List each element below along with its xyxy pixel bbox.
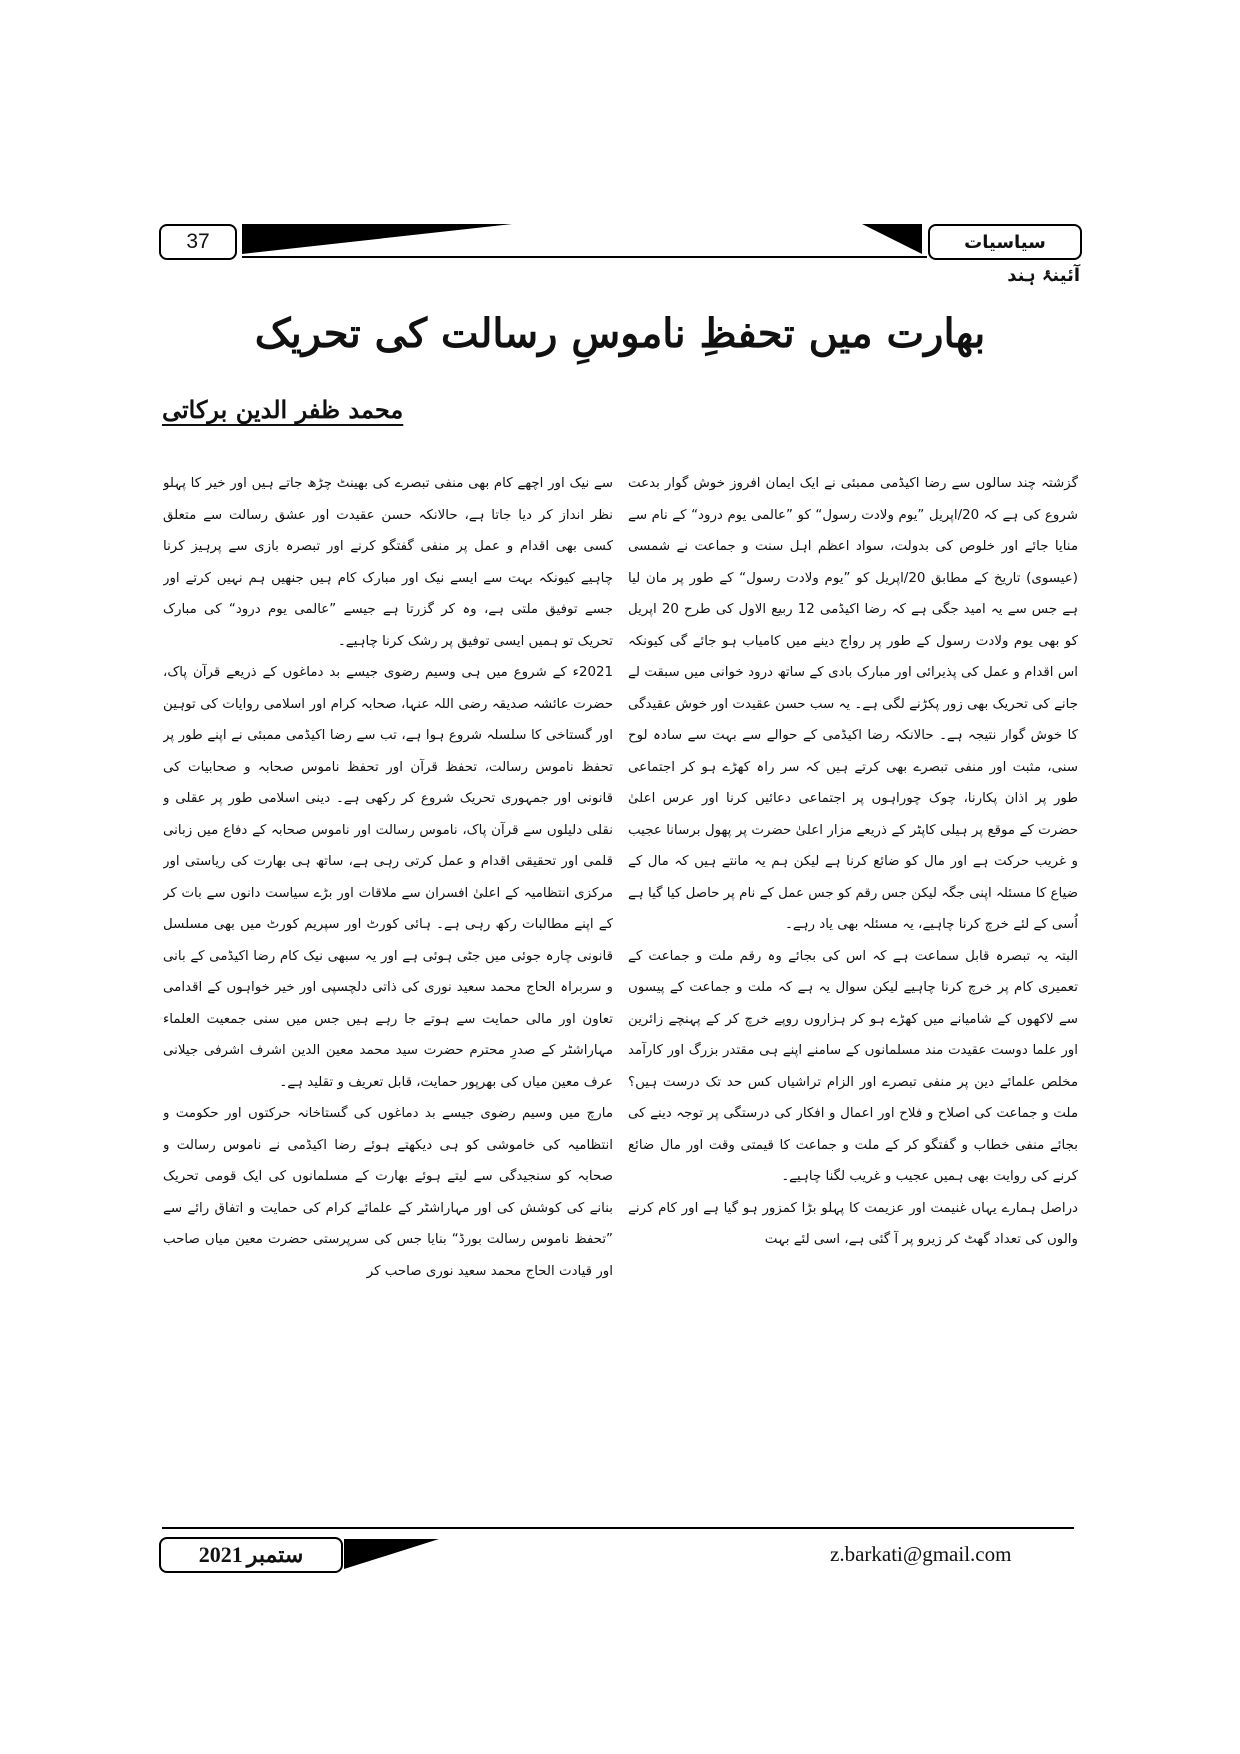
paragraph: البتہ یہ تبصرہ قابل سماعت ہے کہ اس کی بجائے وہ رقم ملت و جماعت کے تعمیری کام پر خرچ کرنا چاہیے لیکن سوال یہ ہے کہ ملت و جماعت کے پیسوں سے لاکھوں کے شامیانے میں کھڑے ہو کر ہزاروں روپے خرچ کر کے پہنچے زائرین اور علما دوست عقیدت مند مسلمانوں کے سامنے اپنے ہی مقتدر بزرگ اور کارآمد مخلص علمائے دین پر منفی تبصرے اور الزام تراشیاں کس حد تک درست ہیں؟ ملت و جماعت کی اصلاح و فلاح اور اعمال و افکار کی درستگی پر توجہ دینے کی بجائے منفی خطاب و گفتگو کر کے ملت و جماعت کا قیمتی وقت اور مال ضائع کرنے کی روایت بھی ہمیں عجیب و غریب لگنا چاہیے۔ [628, 948, 1078, 1184]
article-column-right [628, 468, 1078, 1523]
section-label: سیاسیات [928, 224, 1082, 260]
page-number: 37 [159, 224, 237, 260]
author-email: z.barkati@gmail.com [830, 1542, 1012, 1566]
article-column-left [163, 468, 613, 1523]
header-rule [242, 256, 927, 258]
paragraph: دراصل ہمارے یہاں غنیمت اور عزیمت کا پہلو بڑا کمزور ہو گیا ہے اور کام کرنے والوں کی تعداد گھٹ کر زیرو پر آ گئی ہے، اسی لئے بہت [628, 1200, 1078, 1247]
issue-month: ستمبر [246, 1542, 304, 1567]
issue-year: 2021 [198, 1542, 243, 1567]
article-author: محمد ظفر الدین برکاتی [162, 395, 404, 424]
paragraph: مارچ میں وسیم رضوی جیسے بد دماغوں کی گستاخانہ حرکتوں اور حکومت و انتظامیہ کی خاموشی کو ہی دیکھتے ہوئے رضا اکیڈمی نے ناموس رسالت و صحابہ کو سنجیدگی سے لیتے ہوئے بھارت کے مسلمانوں کی ایک قومی تحریک بنانے کی کوشش کی اور مہاراشٹر کے علمائے کرام کی حمایت و اتفاق رائے سے ”تحفظ ناموس رسالت بورڈ“ بنایا جس کی سرپرستی حضرت معین میاں صاحب اور قیادت الحاج محمد سعید نوری صاحب کر [163, 1106, 613, 1279]
paragraph: گزشتہ چند سالوں سے رضا اکیڈمی ممبئی نے ایک ایمان افروز خوش گوار بدعت شروع کی ہے کہ 20/اپریل ”یوم ولادت رسول“ کو ”عالمی یوم درود“ کے نام سے منایا جائے اور خلوص کی بدولت، سواد اعظم اہل سنت و جماعت نے شمسی (عیسوی) تاریخ کے مطابق 20/اپریل کو ”یوم ولادت رسول“ کے طور پر مان لیا ہے جس سے یہ امید جگی ہے کہ رضا اکیڈمی 12 ربیع الاول کی طرح 20 اپریل کو بھی یوم ولادت رسول کے طور پر رواج دینے میں کامیاب ہو جائے گی کیونکہ اس اقدام و عمل کی پذیرائی اور مبارک بادی کے ساتھ درود خوانی میں سبقت لے جانے کی تحریک بھی زور پکڑنے لگی ہے۔ یہ سب حسن عقیدت اور خوش عقیدگی کا خوش گوار نتیجہ ہے۔ حالانکہ رضا اکیڈمی کے حوالے سے بہت سے سادہ لوح سنی، مثبت اور منفی تبصرے بھی کرتے ہیں کہ سر راہ کھڑے ہو کر اجتماعی طور پر اذان پکارنا، چوک چوراہوں پر اجتماعی دعائیں کرنا اور عرس اعلیٰ حضرت کے موقع پر ہیلی کاپٹر کے ذریعے مزار اعلیٰ حضرت پر پھول برسانا عجیب و غریب حرکت ہے اور مال کو ضائع کرنا ہے لیکن ہم یہ مانتے ہیں کہ مال کے ضیاع کا مسئلہ اپنی جگہ لیکن جس رقم کو جس عمل کے نام پر حاصل کیا گیا ہے اُسی کے لئے خرچ کرنا چاہیے، یہ مسئلہ بھی یاد رہے۔ [628, 476, 1078, 932]
decorative-wedge-right [862, 224, 922, 254]
paragraph: سے نیک اور اچھے کام بھی منفی تبصرے کی بھینٹ چڑھ جاتے ہیں اور خیر کا پہلو نظر انداز کر دیا جاتا ہے، حالانکہ حسن عقیدت اور عشق رسالت سے متعلق کسی بھی اقدام و عمل پر منفی گفتگو کرنے اور تبصرہ بازی سے پرہیز کرنا چاہیے کیونکہ بہت سے ایسے نیک اور مبارک کام ہیں جنھیں ہم نہیں کرتے اور جسے توفیق ملتی ہے، وہ کر گزرتا ہے جیسے ”عالمی یوم درود“ کی مبارک تحریک تو ہمیں ایسی توفیق پر رشک کرنا چاہیے۔ [163, 476, 613, 649]
decorative-wedge-bottom [344, 1539, 439, 1569]
magazine-name: آئینۂ ہند [1007, 265, 1080, 286]
paragraph: 2021ء کے شروع میں ہی وسیم رضوی جیسے بد دماغوں کے ذریعے قرآن پاک، حضرت عائشہ صدیقہ رضی اللہ عنہا، صحابہ کرام اور اسلامی روایات کی توہین اور گستاخی کا سلسلہ شروع ہوا ہے، تب سے رضا اکیڈمی ممبئی نے اپنے طور پر تحفظ ناموس رسالت، تحفظ قرآن اور تحفظ ناموس صحابہ و صحابیات کی قانونی اور جمہوری تحریک شروع کر رکھی ہے۔ دینی اسلامی طور پر عقلی و نقلی دلیلوں سے قرآن پاک، ناموس رسالت اور ناموس صحابہ کے دفاع میں زبانی قلمی اور تحقیقی اقدام و عمل کرتی رہی ہے، ساتھ ہی بھارت کی ریاستی اور مرکزی انتظامیہ کے اعلیٰ افسران سے ملاقات اور بڑے سیاست دانوں سے بات کر کے اپنے مطالبات رکھ رہی ہے۔ ہائی کورٹ اور سپریم کورٹ میں بھی مسلسل قانونی چارہ جوئی میں جٹی ہوئی ہے اور یہ سبھی نیک کام رضا اکیڈمی کے بانی و سربراہ الحاج محمد سعید نوری کی ذاتی دلچسپی اور خیر خواہوں کے اقدامی تعاون اور مالی حمایت سے ہوتے جا رہے ہیں جس میں سنی جمعیت العلماء مہاراشٹر کے صدرِ محترم حضرت سید محمد معین الدین اشرف اشرفی جیلانی عرف معین میاں کی بھرپور حمایت، قابل تعریف و تقلید ہے۔ [163, 665, 613, 1090]
decorative-wedge-left [242, 224, 512, 254]
footer-rule [162, 1527, 1074, 1529]
issue-date [159, 1537, 343, 1573]
article-title: بھارت میں تحفظِ ناموسِ رسالت کی تحریک [254, 310, 986, 357]
